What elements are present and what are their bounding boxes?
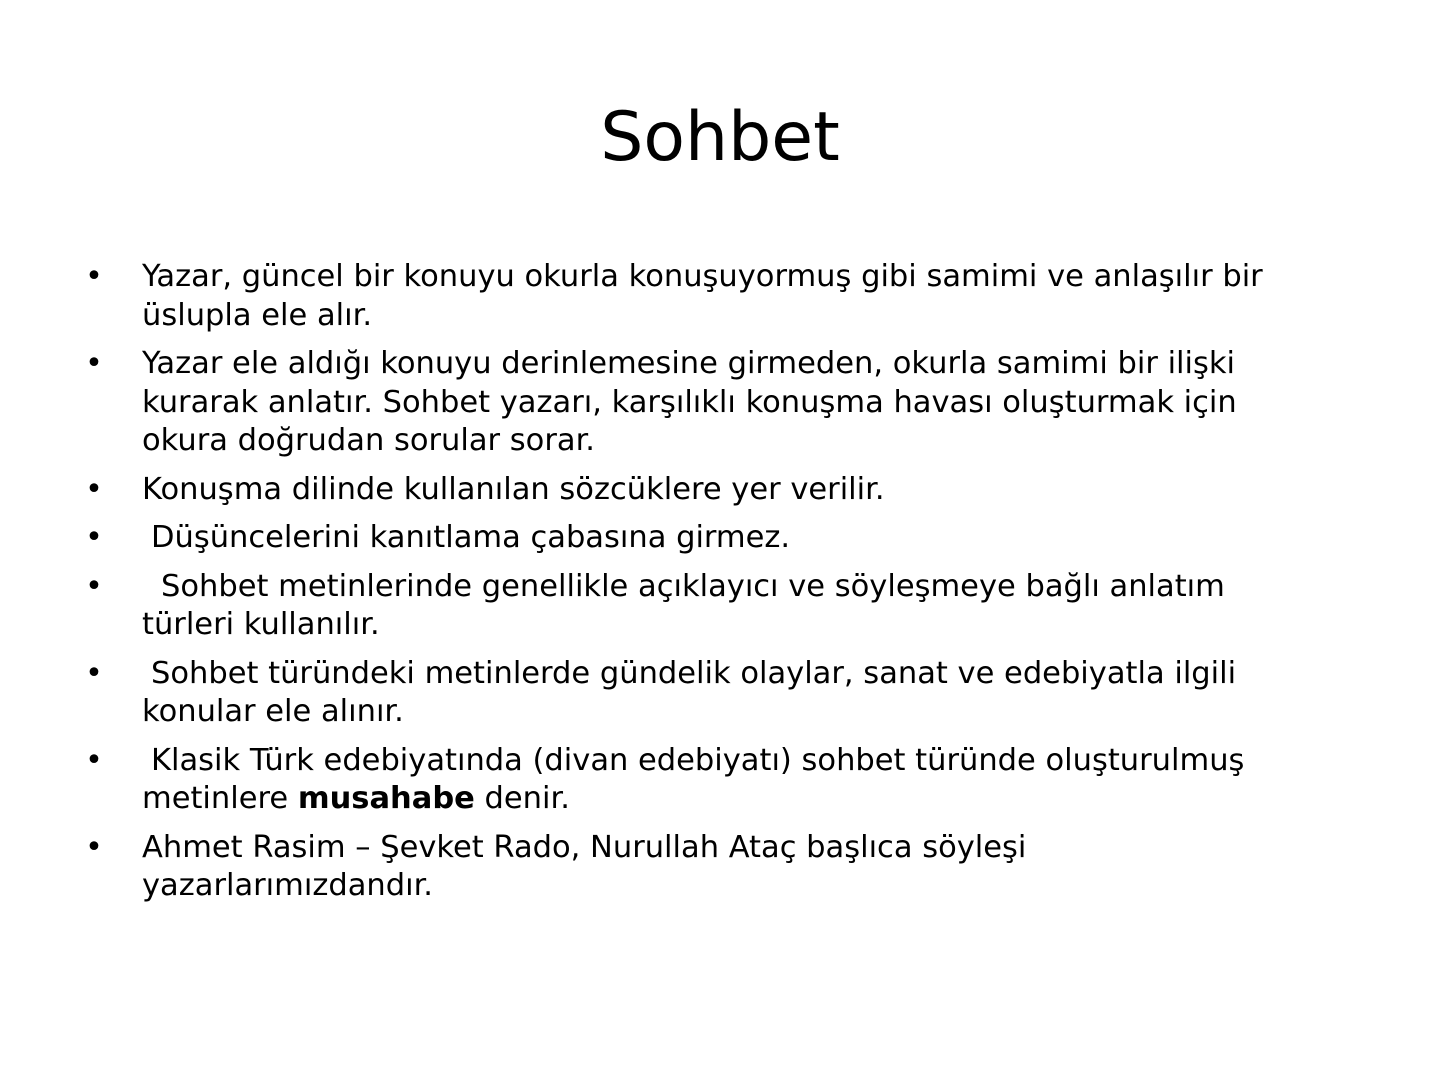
bullet-icon: • xyxy=(85,829,103,865)
bullet-line xyxy=(142,780,1344,819)
bullet-line: Klasik Türk edebiyatında (divan edebiyatı) sohbet türünde oluşturulmuş xyxy=(151,742,1245,778)
list-item xyxy=(84,742,1344,819)
bold-term: musahabe xyxy=(297,781,475,816)
bullet-line: türleri kullanılır. xyxy=(142,607,380,642)
bullet-text-segment: metinlere xyxy=(142,781,298,816)
bullet-icon: • xyxy=(85,520,103,555)
list-item xyxy=(84,655,1344,732)
bullet-icon: • xyxy=(85,259,103,294)
bullet-line: Düşüncelerini kanıtlama çabasına girmez. xyxy=(151,520,791,555)
list-item xyxy=(84,519,1344,558)
bullet-line: Yazar, güncel bir konuyu okurla konuşuyormuş gibi samimi ve anlaşılır bir xyxy=(142,259,1263,294)
bullet-icon: • xyxy=(85,655,103,691)
bullet-line: yazarlarımızdandır. xyxy=(142,868,434,903)
bullet-line: Konuşma dilinde kullanılan sözcüklere yer verilir. xyxy=(142,471,885,507)
bullet-line: okura doğrudan sorular sorar. xyxy=(142,423,596,458)
slide-title: Sohbet xyxy=(600,98,840,177)
bullet-icon: • xyxy=(85,346,103,381)
bullet-icon: • xyxy=(85,471,103,507)
bullet-line: kurarak anlatır. Sohbet yazarı, karşılıklı konuşma havası oluşturmak için xyxy=(142,384,1237,420)
list-item xyxy=(84,258,1344,335)
list-item xyxy=(84,345,1344,461)
bullet-icon: • xyxy=(85,568,103,604)
bullet-line: Sohbet türündeki metinlerde gündelik olaylar, sanat ve edebiyatla ilgili xyxy=(151,655,1237,691)
bullet-line: üslupla ele alır. xyxy=(142,297,373,333)
bullet-line: Ahmet Rasim – Şevket Rado, Nurullah Ataç başlıca söyleşi xyxy=(142,829,1027,865)
bullet-line: Yazar ele aldığı konuyu derinlemesine girmeden, okurla samimi bir ilişki xyxy=(142,346,1236,381)
bullet-list xyxy=(84,258,1344,916)
bullet-line: Sohbet metinlerinde genellikle açıklayıcı ve söyleşmeye bağlı anlatım xyxy=(161,568,1225,604)
bullet-icon: • xyxy=(85,742,103,778)
list-item xyxy=(84,568,1344,645)
bullet-line: konular ele alınır. xyxy=(142,694,404,729)
list-item xyxy=(84,829,1344,906)
list-item xyxy=(84,471,1344,510)
bullet-text-segment: denir. xyxy=(474,781,570,816)
